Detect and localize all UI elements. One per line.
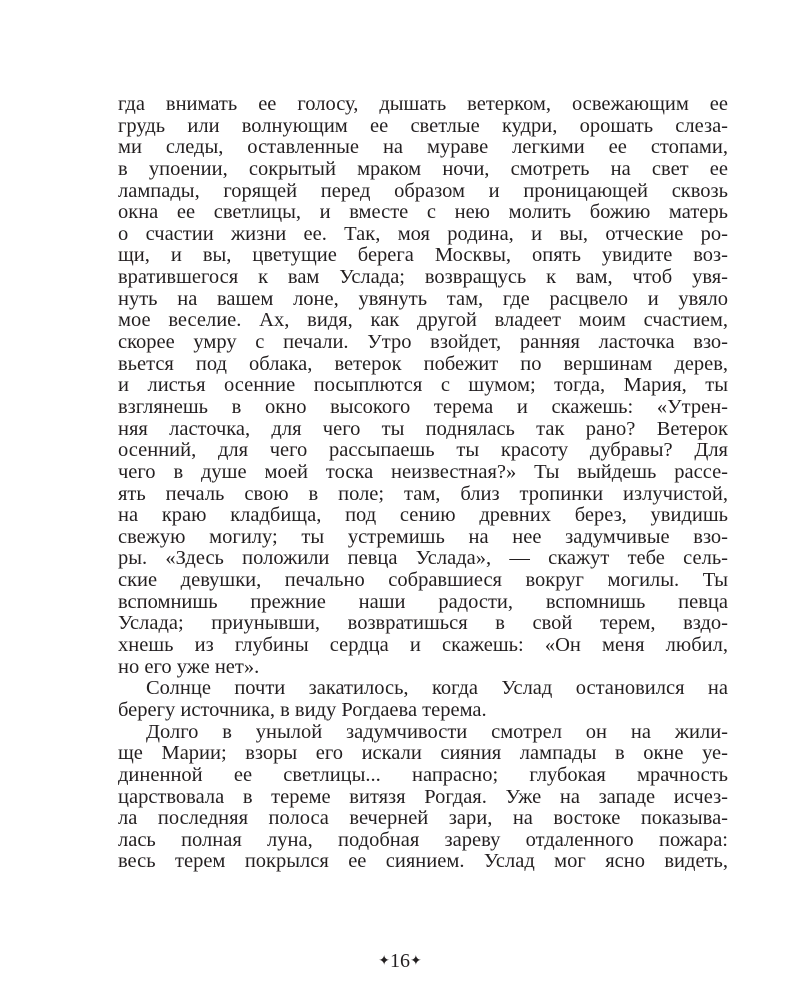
text-line: гда внимать ее голосу, дышать ветерком, освежающим ее (118, 93, 728, 115)
text-line: берегу источника, в виду Рогдаева терема. (118, 698, 487, 721)
paragraph (118, 722, 728, 873)
text-line: Долго в унылой задумчивости смотрел он на жили- (146, 720, 728, 743)
text-line: но его уже нет». (118, 655, 260, 678)
text-line: щи, и вы, цветущие берега Москвы, опять увидите воз- (118, 244, 728, 267)
text-line: лась полная луна, подобная зареву отдаленного пожара: (118, 828, 728, 851)
text-line: в упоении, сокрытый мраком ночи, смотреть на свет ее (118, 157, 728, 180)
text-line: скорее умру с печали. Утро взойдет, ранняя ласточка взо- (118, 331, 728, 354)
text-line: грудь или волнующим ее светлые кудри, орошать слеза- (118, 114, 728, 137)
text-line: ще Марии; взоры его искали сияния лампады в окне уе- (118, 742, 728, 765)
text-line: чего в душе моей тоска неизвестная?» Ты выйдешь рассе- (118, 460, 728, 483)
text-line: и листья осенние посыплются с шумом; тогда, Мария, ты (118, 374, 728, 397)
page-number: 16 (390, 950, 410, 972)
paragraph (118, 678, 728, 721)
text-line: нуть на вашем лоне, увянуть там, где расцвело и увяло (118, 287, 728, 310)
text-line: лампады, горящей перед образом и проницающей сквозь (118, 179, 728, 202)
paragraph (118, 94, 728, 678)
text-line: Солнце почти закатилось, когда Услад остановился на (146, 677, 728, 700)
text-line: Услада; приунывши, возвратишься в свой терем, вздо- (118, 612, 728, 635)
text-line: вратившегося к вам Услада; возвращусь к вам, чтоб увя- (118, 266, 728, 289)
text-line: диненной ее светлицы... напрасно; глубокая мрачность (118, 763, 728, 786)
page-body (118, 94, 728, 873)
text-line: хнешь из глубины сердца и скажешь: «Он меня любил, (118, 634, 728, 657)
text-line: няя ласточка, для чего ты поднялась так рано? Ветерок (118, 417, 728, 440)
text-line: вспомнишь прежние наши радости, вспомнишь певца (118, 590, 728, 613)
text-line: на краю кладбища, под сению древних берез, увидишь (118, 504, 728, 527)
text-line: окна ее светлицы, и вместе с нею молить божию матерь (118, 201, 728, 224)
text-line: ские девушки, печально собравшиеся вокруг могилы. Ты (118, 569, 728, 592)
text-line: о счастии жизни ее. Так, моя родина, и вы, отческие ро- (118, 222, 728, 245)
ornament-right-icon: ✦ (410, 954, 422, 969)
page-folio (0, 950, 800, 973)
ornament-left-icon: ✦ (378, 954, 390, 969)
text-line: свежую могилу; ты устремишь на нее задумчивые взо- (118, 525, 728, 548)
text-line: мое веселие. Ах, видя, как другой владеет моим счастием, (118, 309, 728, 332)
text-line: вьется под облака, ветерок побежит по вершинам дерев, (118, 352, 728, 375)
text-line: осенний, для чего рассыпаешь ты красоту дубравы? Для (118, 439, 728, 462)
text-line: взглянешь в окно высокого терема и скажешь: «Утрен- (118, 395, 728, 418)
text-line: ры. «Здесь положили певца Услада», — скажут тебе сель- (118, 547, 728, 570)
text-line: ять печаль свою в поле; там, близ тропинки излучистой, (118, 482, 728, 505)
text-line: весь терем покрылся ее сиянием. Услад мог ясно видеть, (118, 850, 728, 873)
text-line: ми следы, оставленные на мураве легкими ее стопами, (118, 136, 728, 159)
text-line: ла последняя полоса вечерней зари, на востоке показыва- (118, 807, 728, 830)
text-line: царствовала в тереме витязя Рогдая. Уже на западе исчез- (118, 785, 728, 808)
